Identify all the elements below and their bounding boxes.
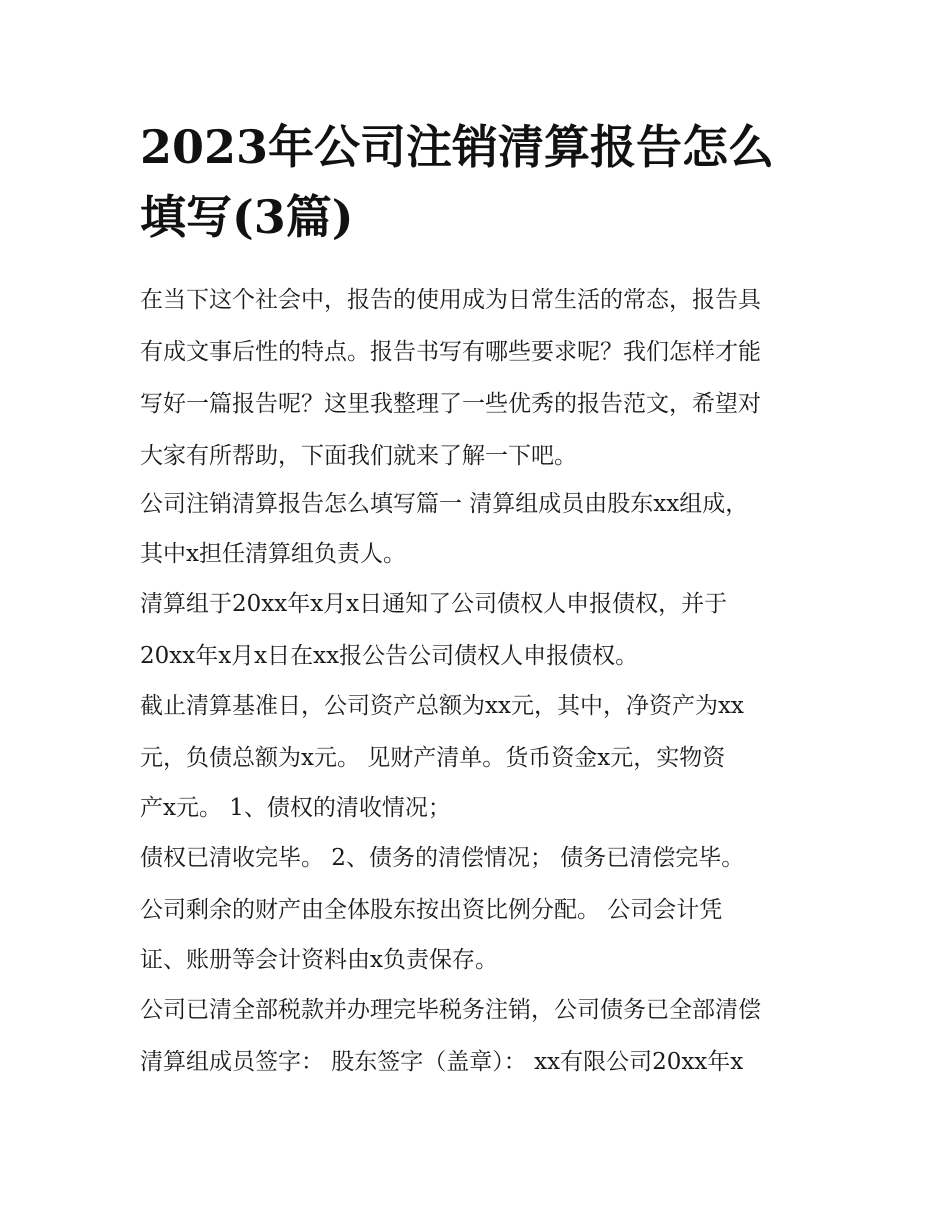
body-line: 在当下这个社会中，报告的使用成为日常生活的常态，报告具 bbox=[140, 287, 761, 313]
body-line: 写好一篇报告呢？这里我整理了一些优秀的报告范文，希望对 bbox=[140, 391, 761, 417]
body-line: 公司剩余的财产由全体股东按出资比例分配。 公司会计凭 bbox=[140, 897, 723, 923]
body-line: 公司注销清算报告怎么填写篇一 清算组成员由股东xx组成， bbox=[140, 491, 749, 517]
body-line: 清算组于20xx年x月x日通知了公司债权人申报债权，并于 bbox=[140, 591, 728, 617]
body-line: 产x元。 1、债权的清收情况； bbox=[140, 795, 451, 821]
document-title bbox=[140, 112, 840, 252]
body-line: 债权已清收完毕。 2、债务的清偿情况； 债务已清偿完毕。 bbox=[140, 845, 745, 871]
body-line: 其中x担任清算组负责人。 bbox=[140, 541, 406, 567]
body-line: 截止清算基准日，公司资产总额为xx元，其中，净资产为xx bbox=[140, 693, 744, 719]
body-line: 有成文事后性的特点。报告书写有哪些要求呢？我们怎样才能 bbox=[140, 339, 761, 365]
title-line-1: 2023年公司注销清算报告怎么 bbox=[140, 120, 775, 174]
title-line-2: 填写(3篇) bbox=[140, 190, 354, 244]
body-line: 元，负债总额为x元。 见财产清单。货币资金x元，实物资 bbox=[140, 745, 726, 771]
body-line: 证、账册等会计资料由x负责保存。 bbox=[140, 947, 498, 973]
body-line: 清算组成员签字： 股东签字（盖章）： xx有限公司20xx年x bbox=[140, 1049, 744, 1075]
body-line: 大家有所帮助，下面我们就来了解一下吧。 bbox=[140, 443, 577, 469]
body-line: 20xx年x月x日在xx报公告公司债权人申报债权。 bbox=[140, 643, 639, 669]
body-line: 公司已清全部税款并办理完毕税务注销，公司债务已全部清偿 bbox=[140, 997, 761, 1023]
